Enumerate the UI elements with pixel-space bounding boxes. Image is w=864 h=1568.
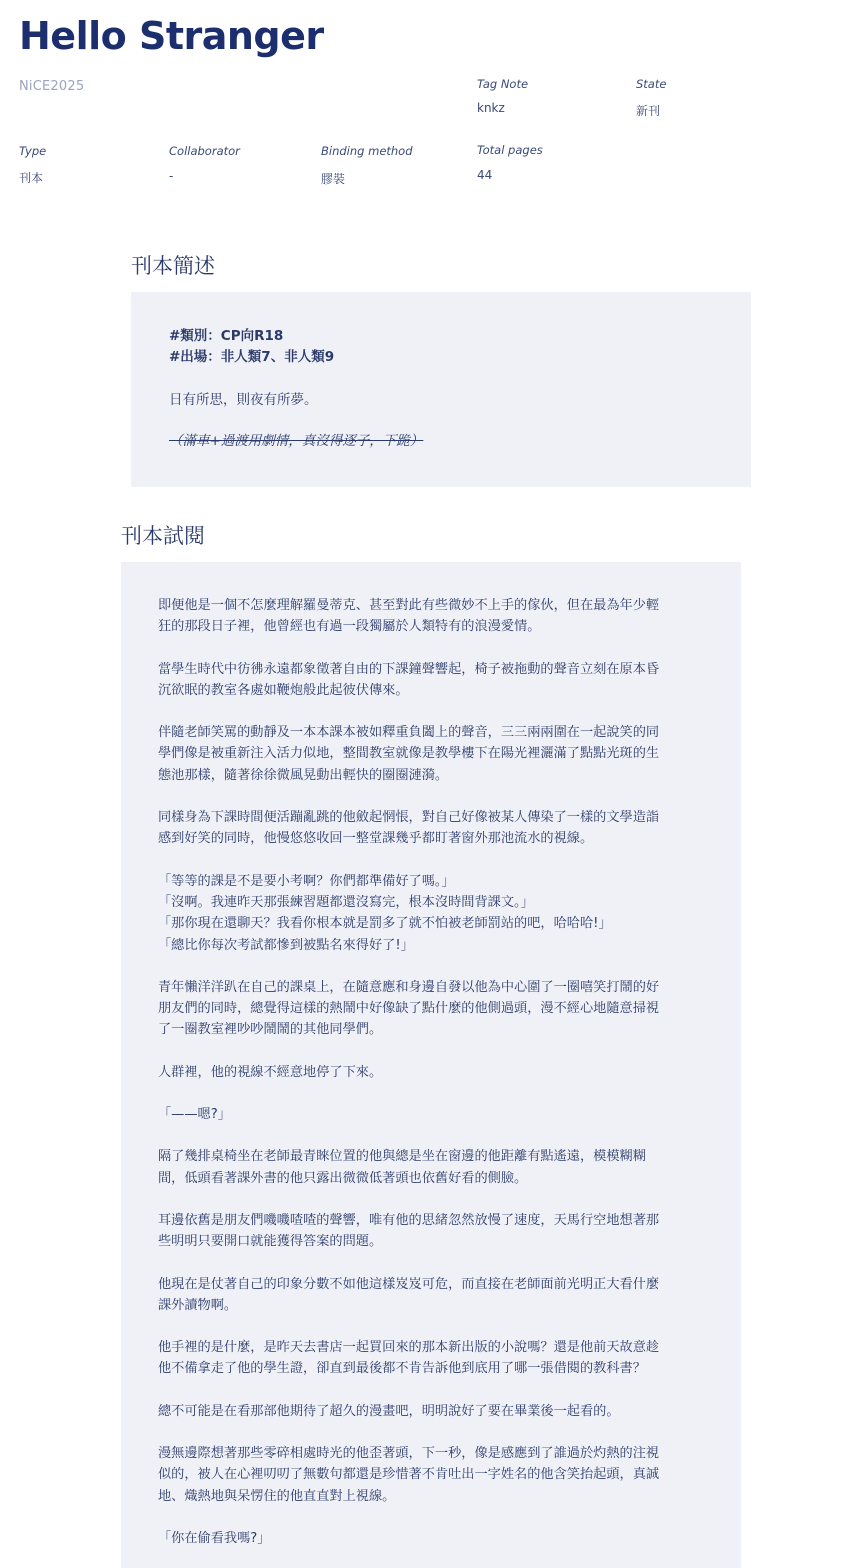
preview-body	[158, 595, 741, 1549]
preview-line: 總不可能是在看那部他期待了超久的漫畫吧，明明說好了要在畢業後一起看的。	[158, 1403, 620, 1419]
preview-line: 些明明只要開口就能獲得答案的問題。	[158, 1234, 383, 1250]
preview-paragraph	[158, 1146, 741, 1189]
preview-line: 隔了幾排桌椅坐在老師最青睞位置的他與總是坐在窗邊的他距離有點遙遠，模模糊糊	[158, 1149, 646, 1165]
binding-method-label: Binding method	[321, 144, 413, 158]
preview-line: 耳邊依舊是朋友們嘰嘰喳喳的聲響，唯有他的思緒忽然放慢了速度，天馬行空地想著那	[158, 1212, 660, 1228]
tag-note-value: knkz	[477, 101, 505, 115]
binding-method-value: 膠裝	[321, 172, 346, 186]
summary-note: （滿車+過渡用劇情，真沒得逐子，下跪）	[169, 433, 424, 449]
preview-line: 狂的那段日子裡，他曾經也有過一段獨屬於人類特有的浪漫愛情。	[158, 619, 541, 635]
tag-note-label: Tag Note	[477, 77, 529, 91]
preview-paragraph	[158, 871, 741, 956]
preview-paragraph	[158, 1104, 741, 1125]
collaborator-label: Collaborator	[169, 144, 240, 158]
preview-paragraph	[158, 1528, 741, 1549]
preview-line: 漫無邊際想著那些零碎相處時光的他歪著頭，下一秒，像是感應到了誰過於灼熱的注視	[158, 1446, 660, 1462]
preview-line: 「總比你每次考試都慘到被點名來得好了!」	[158, 937, 414, 953]
preview-line: 課外讀物啊。	[158, 1297, 238, 1313]
preview-line: 「——嗯?」	[158, 1107, 231, 1123]
preview-line: 沉欲眠的教室各處如鞭炮般此起彼伏傳來。	[158, 682, 409, 698]
preview-paragraph	[158, 1062, 741, 1083]
preview-heading: 刊本試閱	[121, 524, 205, 548]
preview-paragraph	[158, 1443, 741, 1507]
preview-line: 地、熾熱地與呆愣住的他直直對上視線。	[158, 1488, 396, 1504]
preview-paragraph	[158, 1337, 741, 1380]
preview-paragraph	[158, 595, 741, 638]
preview-line: 他不備拿走了他的學生證，卻直到最後都不肯告訴他到底用了哪一張借閱的教科書？	[158, 1361, 646, 1377]
preview-line: 感到好笑的同時，他慢悠悠收回一整堂課幾乎都盯著窗外那池流水的視線。	[158, 831, 594, 847]
summary-heading: 刊本簡述	[131, 254, 215, 278]
preview-paragraph	[158, 977, 741, 1041]
preview-paragraph	[158, 807, 741, 850]
summary-tagline: 日有所思，則夜有所夢。	[169, 392, 318, 408]
preview-line: 同樣身為下課時間便活蹦亂跳的他斂起惘悵，對自己好像被某人傳染了一樣的文學造詣	[158, 810, 660, 826]
preview-line: 了一圈教室裡吵吵鬧鬧的其他同學們。	[158, 1022, 383, 1038]
preview-line: 態池那樣，隨著徐徐微風晃動出輕快的圈圈漣漪。	[158, 767, 449, 783]
type-label: Type	[19, 144, 47, 158]
preview-line: 朋友們的同時，總覺得這樣的熱鬧中好像缺了點什麼的他側過頭，漫不經心地隨意掃視	[158, 1001, 660, 1017]
preview-paragraph	[158, 1210, 741, 1253]
preview-line: 當學生時代中彷彿永遠都象徵著自由的下課鐘聲響起，椅子被拖動的聲音立刻在原本昏	[158, 661, 660, 677]
preview-paragraph	[158, 1401, 741, 1422]
total-pages-value: 44	[477, 168, 493, 182]
preview-line: 「你在偷看我嗎?」	[158, 1530, 271, 1546]
preview-line: 學們像是被重新注入活力似地，整間教室就像是教學樓下在陽光裡灑滿了點點光斑的生	[158, 746, 660, 762]
preview-line: 青年懶洋洋趴在自己的課桌上，在隨意應和身邊自發以他為中心圍了一圈嘻笑打鬧的好	[158, 979, 660, 995]
summary-appearance: #出場：非人類7、非人類9	[169, 349, 335, 365]
preview-box	[121, 562, 741, 1568]
state-value: 新刊	[636, 104, 661, 118]
preview-paragraph	[158, 1274, 741, 1317]
preview-line: 「那你現在還聊天？我看你根本就是罰多了就不怕被老師罰站的吧，哈哈哈!」	[158, 916, 612, 932]
preview-line: 伴隨老師笑罵的動靜及一本本課本被如釋重負闔上的聲音，三三兩兩圍在一起說笑的同	[158, 725, 660, 741]
preview-line: 「等等的課是不是要小考啊？你們都準備好了嗎。」	[158, 873, 455, 889]
preview-line: 人群裡，他的視線不經意地停了下來。	[158, 1064, 383, 1080]
state-label: State	[636, 77, 667, 91]
total-pages-label: Total pages	[477, 143, 543, 157]
collaborator-value: -	[169, 169, 174, 183]
summary-box	[131, 292, 751, 487]
preview-line: 間，低頭看著課外書的他只露出微微低著頭也依舊好看的側臉。	[158, 1170, 528, 1186]
preview-line: 「沒啊。我連昨天那張練習題都還沒寫完，根本沒時間背課文。」	[158, 894, 534, 910]
type-value: 刊本	[19, 171, 44, 185]
preview-line: 他現在是仗著自己的印象分數不如他這樣岌岌可危，而直接在老師面前光明正大看什麼	[158, 1276, 660, 1292]
preview-line: 他手裡的是什麼，是昨天去書店一起買回來的那本新出版的小說嗎？還是他前天故意趁	[158, 1340, 660, 1356]
page-title: Hello Stranger	[19, 14, 324, 58]
summary-category: #類別：CP向R18	[169, 328, 284, 344]
preview-line: 似的，被人在心裡叨叨了無數句都還是珍惜著不肯吐出一字姓名的他含笑抬起頭，真誠	[158, 1467, 660, 1483]
preview-paragraph	[158, 722, 741, 786]
preview-paragraph	[158, 659, 741, 702]
event-name: NiCE2025	[19, 79, 85, 94]
preview-line: 即便他是一個不怎麼理解羅曼蒂克、甚至對此有些微妙不上手的傢伙，但在最為年少輕	[158, 598, 660, 613]
